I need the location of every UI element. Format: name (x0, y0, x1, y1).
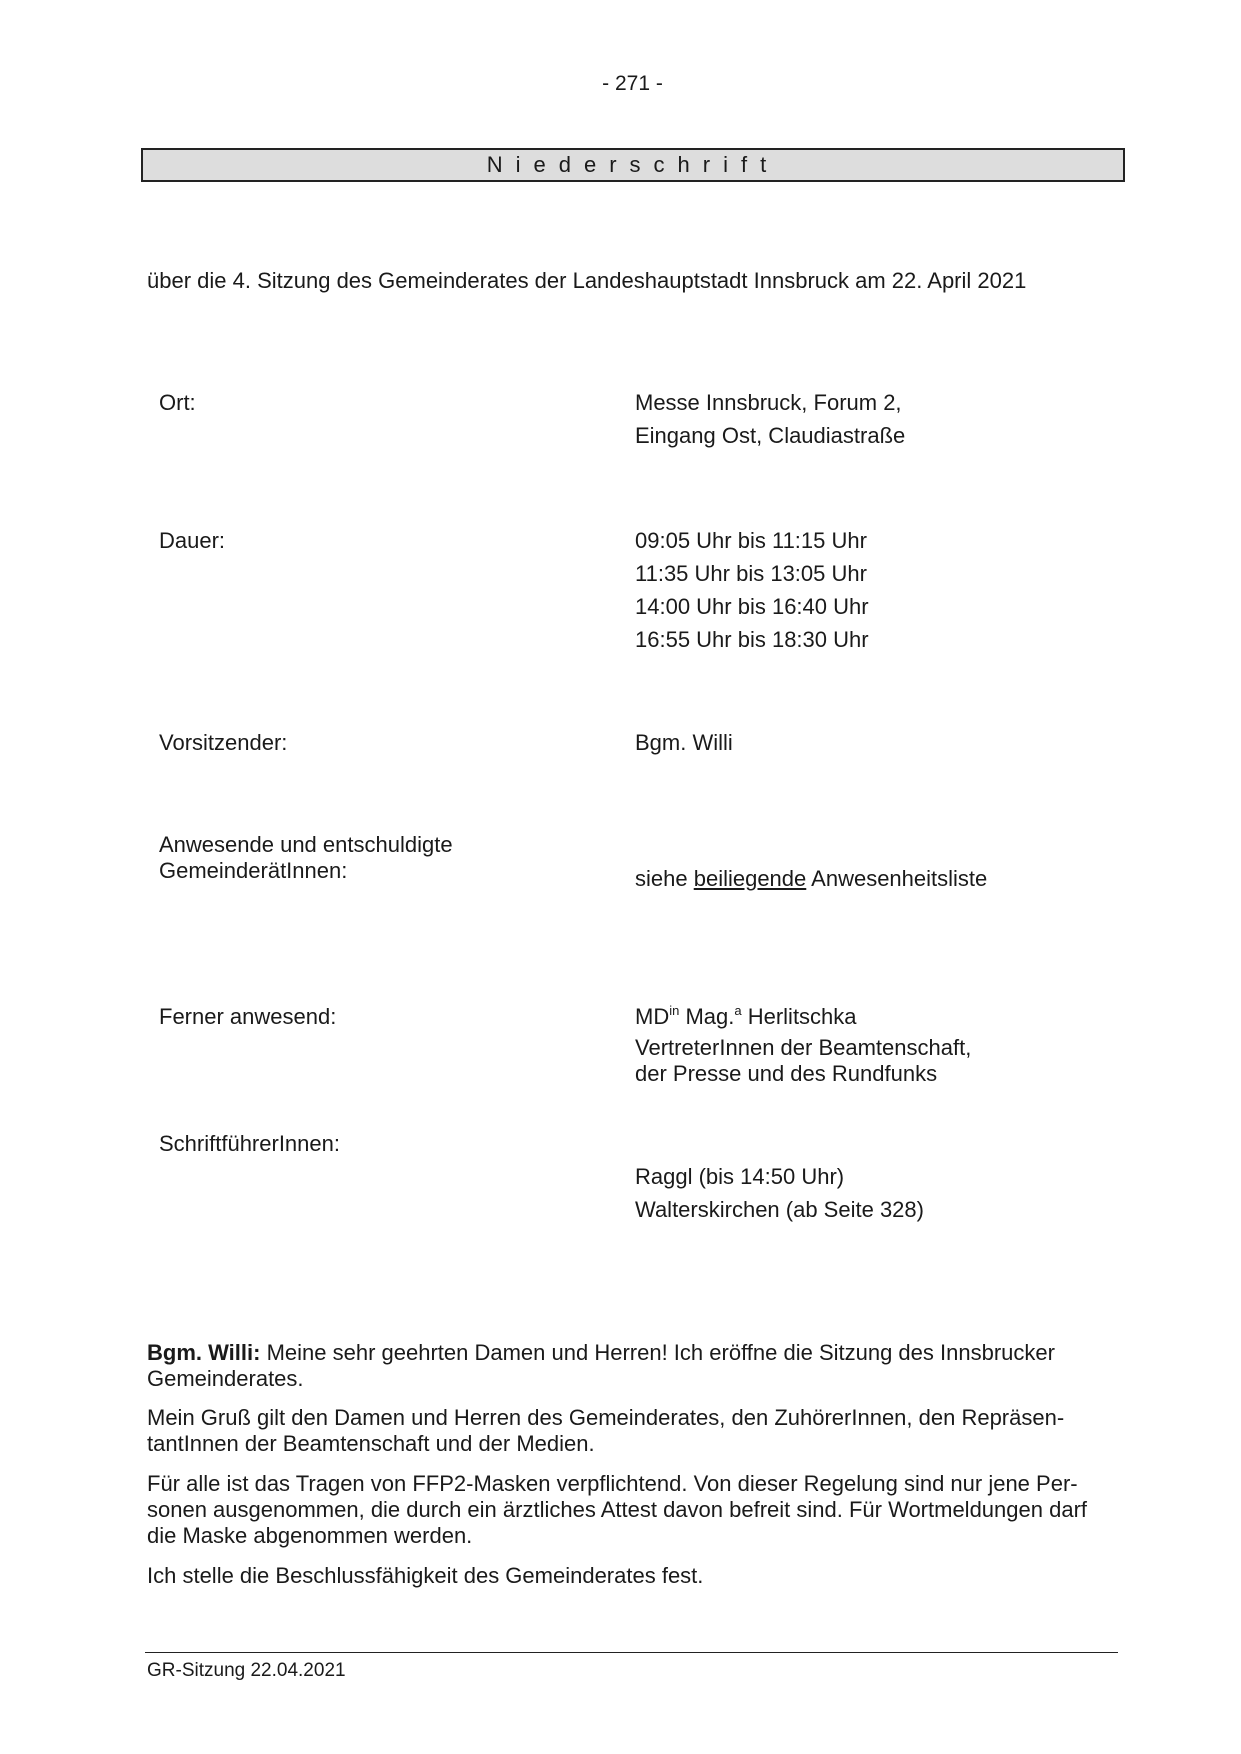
speaker-name: Bgm. Willi: (147, 1340, 261, 1365)
dauer-line-4: 16:55 Uhr bis 18:30 Uhr (635, 627, 869, 652)
speech-paragraph-1-text: Meine sehr geehrten Damen und Herren! Ich eröffne die Sitzung des Innsbrucker Gemeinderates. (147, 1340, 1055, 1391)
dauer-label: Dauer: (159, 528, 226, 553)
schrift-label: SchriftführerInnen: (159, 1131, 340, 1156)
speech-paragraph-4: Ich stelle die Beschlussfähigkeit des Gemeinderates fest. (147, 1563, 704, 1588)
anwesende-value-post: Anwesenheitsliste (806, 866, 988, 891)
ferner-mag: Mag. (679, 1004, 735, 1029)
footer-text: GR-Sitzung 22.04.2021 (147, 1660, 346, 1681)
anwesende-value-link: beiliegende (693, 866, 807, 891)
intro-text: über die 4. Sitzung des Gemeinderates der Landeshauptstadt Innsbruck am 22. April 2021 (147, 268, 1027, 293)
anwesende-value (635, 862, 987, 895)
speech-paragraph-2: Mein Gruß gilt den Damen und Herren des Gemeinderates, den ZuhörerInnen, den Repräsen-tantInnen der Beamtenschaft und der Medien. (147, 1405, 1065, 1456)
anwesende-value-pre: siehe (635, 866, 694, 891)
footer-divider (145, 1652, 1118, 1653)
ferner-mag-sup: a (734, 1003, 742, 1018)
vorsitz-value: Bgm. Willi (635, 730, 733, 755)
anwesende-label (159, 832, 453, 884)
ort-line-1: Messe Innsbruck, Forum 2, (635, 390, 902, 415)
ferner-md-sup: in (669, 1003, 680, 1018)
schrift-value (635, 1160, 924, 1226)
schrift-line-1: Raggl (bis 14:50 Uhr) (635, 1164, 845, 1189)
dauer-value (635, 524, 869, 656)
speech-paragraph-1 (147, 1340, 1107, 1392)
ferner-name: Herlitschka (741, 1004, 857, 1029)
ferner-md: MD (635, 1004, 670, 1029)
anwesende-label-line-1: Anwesende und entschuldigte (159, 832, 453, 857)
dauer-line-3: 14:00 Uhr bis 16:40 Uhr (635, 594, 869, 619)
speech-paragraph-3: Für alle ist das Tragen von FFP2-Masken verpflichtend. Von dieser Regelung sind nur jene Per-sonen ausgenommen, die durch ein ärztliches Attest davon befreit sind. Für Wortmeldungen darf die Maske abgenommen werden. (147, 1471, 1088, 1548)
dauer-line-1: 09:05 Uhr bis 11:15 Uhr (635, 528, 867, 553)
ort-line-2: Eingang Ost, Claudiastraße (635, 423, 906, 448)
dauer-line-2: 11:35 Uhr bis 13:05 Uhr (635, 561, 867, 586)
anwesende-label-line-2: GemeinderätInnen: (159, 858, 348, 883)
ort-value (635, 386, 905, 452)
vorsitz-label: Vorsitzender: (159, 730, 288, 755)
ort-label: Ort: (159, 390, 196, 415)
schrift-line-2: Walterskirchen (ab Seite 328) (635, 1197, 924, 1222)
ferner-value-rest (635, 1035, 971, 1087)
page-number: - 271 - (602, 72, 663, 95)
ferner-value-first (635, 1000, 857, 1033)
document-title: Niederschrift (141, 148, 1125, 182)
ferner-line-2: der Presse und des Rundfunks (635, 1061, 938, 1086)
ferner-label: Ferner anwesend: (159, 1004, 337, 1029)
ferner-line-1: VertreterInnen der Beamtenschaft, (635, 1035, 972, 1060)
